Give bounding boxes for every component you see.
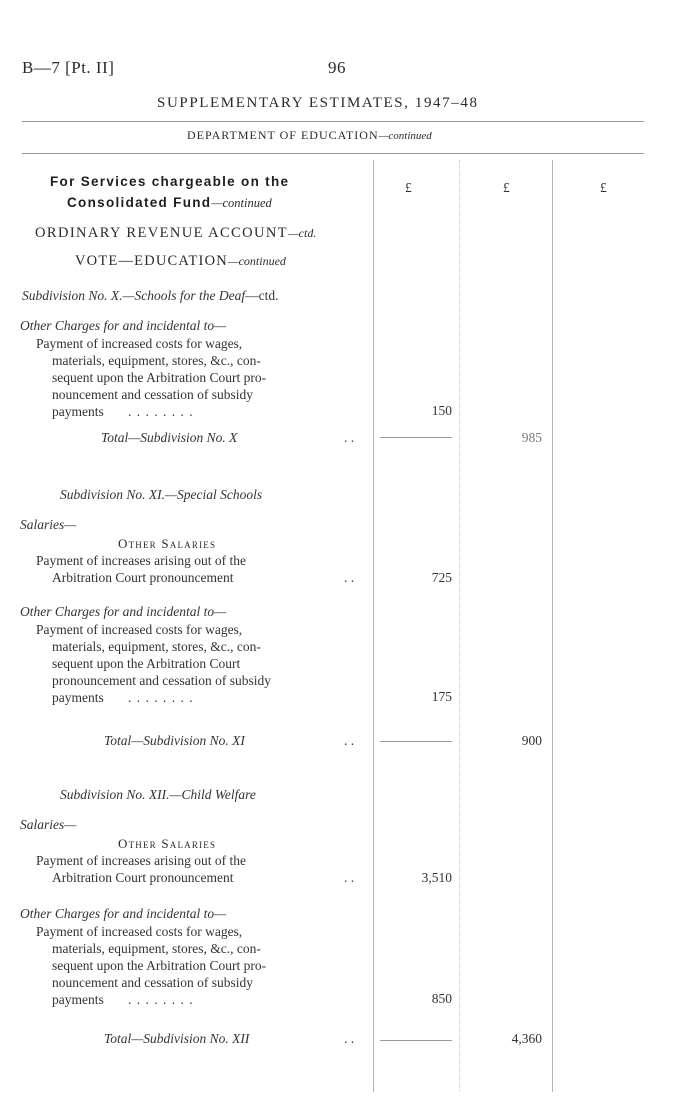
subdivision-xii-total: 4,360 (511, 1031, 542, 1046)
text-line: materials, equipment, stores, &c., con- (52, 639, 261, 654)
leader-dots: . . (344, 570, 355, 585)
document-reference: B—7 [Pt. II] (22, 58, 115, 77)
subdivision-x-charges-text (36, 335, 361, 420)
text-line: Payment of increased costs for wages, (36, 924, 243, 939)
text-line: Payment of increased costs for wages, (36, 622, 243, 637)
subdivision-xii-salaries-line1: Payment of increases arising out of the (36, 853, 246, 868)
text-line: sequent upon the Arbitration Court pro- (52, 370, 267, 385)
text-line: materials, equipment, stores, &c., con- (52, 353, 261, 368)
subdivision-xi-total: 900 (521, 733, 542, 748)
account-heading: ORDINARY REVENUE ACCOUNT—ctd. (35, 225, 317, 241)
text-line: payments . . . . . . . . (52, 690, 194, 705)
subdivision-xii-total-label: Total—Subdivision No. XII (104, 1031, 250, 1046)
subdivision-xii-charges-amount: 850 (431, 991, 452, 1006)
column-1-currency: £ (405, 180, 412, 195)
page-title: SUPPLEMENTARY ESTIMATES, 1947–48 (157, 95, 479, 111)
column-3-currency: £ (600, 180, 607, 195)
subdivision-xi-charges-amount: 175 (431, 689, 452, 704)
text-line: nouncement and cessation of subsidy (52, 387, 253, 402)
subdivision-xi-salaries-label: Salaries— (20, 517, 77, 532)
subdivision-xi-total-rule (380, 741, 452, 742)
text-line: payments . . . . . . . . (52, 404, 194, 419)
title-rule (22, 121, 644, 122)
services-heading-line1: For Services chargeable on the (50, 174, 290, 189)
department-heading: DEPARTMENT OF EDUCATION—continued (187, 128, 432, 142)
subdivision-xi-charges-label: Other Charges for and incidental to— (20, 604, 227, 619)
subdivision-xi-salaries-amount: 725 (431, 570, 452, 585)
subdivision-xii-salaries-label: Salaries— (20, 817, 77, 832)
subdivision-xii-other-salaries: Other Salaries (118, 836, 217, 851)
text-line: materials, equipment, stores, &c., con- (52, 941, 261, 956)
subdivision-x-charges-label: Other Charges for and incidental to— (20, 318, 227, 333)
subdivision-xii-charges-label: Other Charges for and incidental to— (20, 906, 227, 921)
text-line: payments . . . . . . . . (52, 992, 194, 1007)
subdivision-x-total-label: Total—Subdivision No. X (101, 430, 238, 445)
subdivision-xi-salaries-line1: Payment of increases arising out of the (36, 553, 246, 568)
department-rule (22, 153, 644, 154)
column-rule-2 (459, 160, 460, 1092)
text-line: pronouncement and cessation of subsidy (52, 673, 271, 688)
leader-dots: . . (344, 1031, 355, 1046)
page-number: 96 (328, 58, 346, 77)
subdivision-xii-total-rule (380, 1040, 452, 1041)
text-line: sequent upon the Arbitration Court (52, 656, 241, 671)
subdivision-xii-heading: Subdivision No. XII.—Child Welfare (60, 787, 256, 802)
vote-heading: VOTE—EDUCATION—continued (75, 253, 286, 269)
subdivision-x-total-rule (380, 437, 452, 438)
subdivision-xii-salaries-amount: 3,510 (421, 870, 452, 885)
subdivision-xi-total-label: Total—Subdivision No. XI (104, 733, 245, 748)
subdivision-x-heading: Subdivision No. X.—Schools for the Deaf—ctd. (22, 288, 279, 303)
text-line: sequent upon the Arbitration Court pro- (52, 958, 267, 973)
text-line: Payment of increased costs for wages, (36, 336, 243, 351)
subdivision-xii-charges-text (36, 923, 361, 1008)
services-heading-line2: Consolidated Fund—continued (67, 195, 272, 210)
subdivision-x-total: 985 (521, 430, 542, 445)
subdivision-xi-salaries-line2: Arbitration Court pronouncement (52, 570, 234, 585)
subdivision-xi-charges-text (36, 621, 361, 706)
column-rule-1 (373, 160, 374, 1092)
subdivision-x-charges-amount: 150 (431, 403, 452, 418)
leader-dots: . . (344, 733, 355, 748)
text-line: nouncement and cessation of subsidy (52, 975, 253, 990)
column-rule-3 (552, 160, 553, 1092)
leader-dots: . . (344, 870, 355, 885)
leader-dots: . . (344, 430, 355, 445)
subdivision-xi-heading: Subdivision No. XI.—Special Schools (60, 487, 263, 502)
column-2-currency: £ (503, 180, 510, 195)
subdivision-xii-salaries-line2: Arbitration Court pronouncement (52, 870, 234, 885)
subdivision-xi-other-salaries: Other Salaries (118, 536, 217, 551)
